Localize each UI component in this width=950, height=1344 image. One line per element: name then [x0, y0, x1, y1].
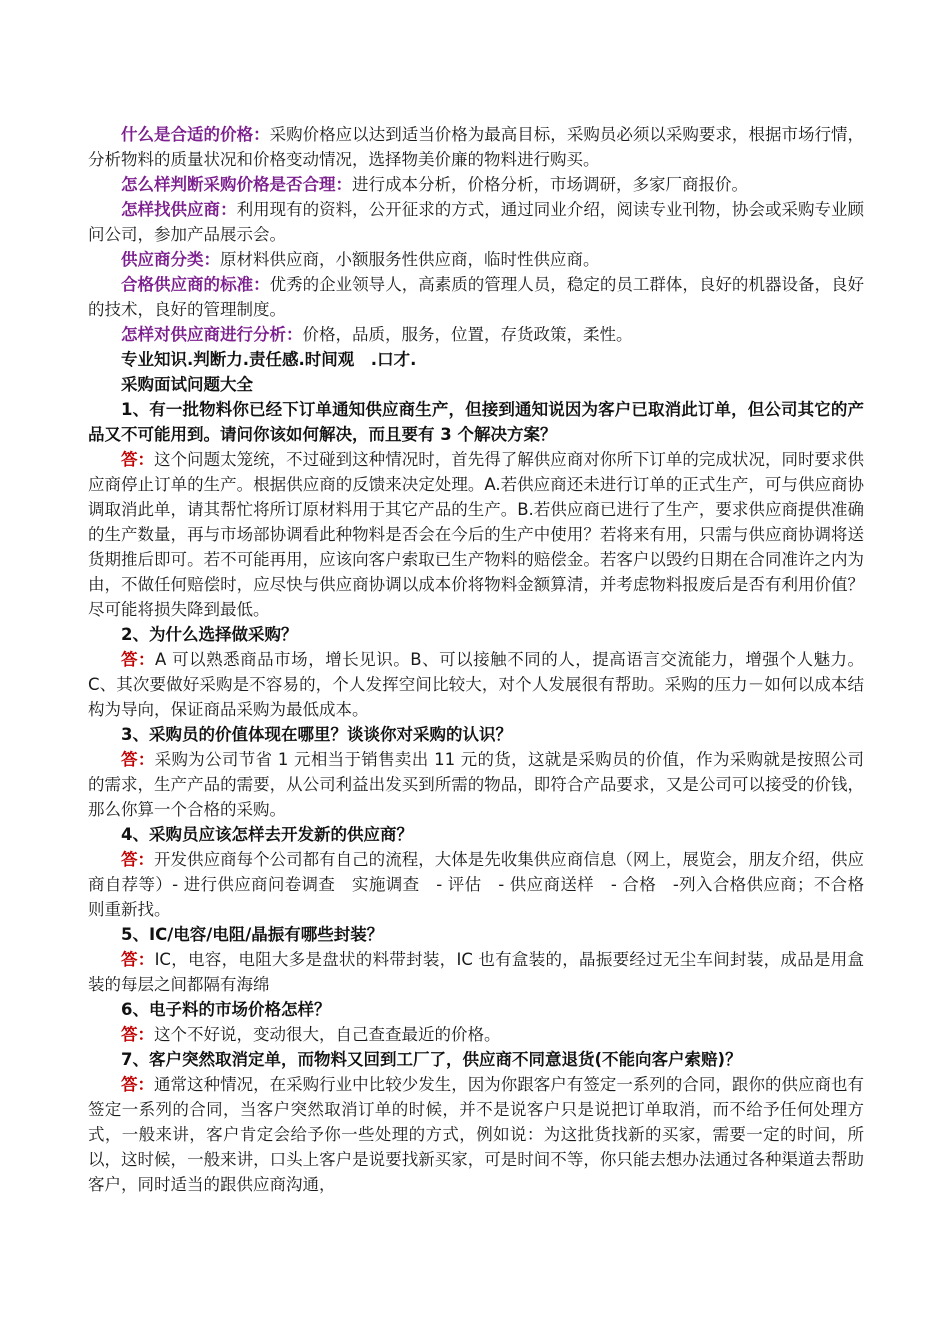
- answer-2: 答：A 可以熟悉商品市场，增长见识。B、可以接触不同的人，提高语言交流能力，增强个人魅力。C、其次要做好采购是不容易的，个人发挥空间比较大，对个人发展很有帮助。采购的压力－如何以成本结构为导向，保证商品采购为最低成本。: [88, 650, 864, 719]
- answer-4: 答：开发供应商每个公司都有自己的流程，大体是先收集供应商信息（网上，展览会，朋友介绍，供应商自荐等）- 进行供应商问卷调查 实施调查 - 评估 - 供应商送样 - 合格 -列入合格供应商；不合格则重新找。: [88, 850, 865, 919]
- definition-supplier-analysis: 怎样对供应商进行分析：价格，品质，服务，位置，存货政策，柔性。: [121, 325, 633, 344]
- question-6: 6、电子料的市场价格怎样？: [121, 1000, 331, 1019]
- question-4: 4、采购员应该怎样去开发新的供应商？: [121, 825, 413, 844]
- document-page: [88, 122, 864, 1197]
- answer-5: 答：IC，电容，电阻大多是盘状的料带封装，IC 也有盒装的，晶振要经过无尘车间封装，成品是用盒装的每层之间都隔有海绵: [88, 950, 864, 994]
- answer-label: 答：: [121, 950, 155, 969]
- question-7: 7、客户突然取消定单，而物料又回到工厂了，供应商不同意退货(不能向客户索赔)？: [121, 1050, 742, 1069]
- term-label: 怎样对供应商进行分析: [121, 325, 286, 344]
- term-label: 怎样找供应商: [121, 200, 221, 219]
- question-1: 1、有一批物料你已经下订单通知供应商生产，但接到通知说因为客户已取消此订单，但公司其它的产品又不可能用到。请问你该如何解决，而且要有 3 个解决方案？: [88, 400, 864, 444]
- definition-text: 进行成本分析，价格分析，市场调研，多家厂商报价。: [352, 175, 748, 194]
- answer-7: 答：通常这种情况，在采购行业中比较少发生，因为你跟客户有签定一系列的合同，跟你的供应商也有签定一系列的合同，当客户突然取消订单的时候，并不是说客户只是说把订单取消，而不给予任何处理方式，一般来讲，客户肯定会给予你一些处理的方式，例如说：为这批货找新的买家，需要一定的时间，所以，这时候，一般来讲，口头上客户是说要找新买家，可是时间不等，你只能去想办法通过各种渠道去帮助客户，同时适当的跟供应商沟通，: [88, 1075, 865, 1194]
- term-label: 什么是合适的价格: [121, 125, 254, 144]
- definition-text: 采购价格应以达到适当价格为最高目标，采购员必须以采购要求，根据市场行情，分析物料的质量状况和价格变动情况，选择物美价廉的物料进行购买。: [88, 125, 865, 169]
- term-label: 供应商分类: [121, 250, 204, 269]
- term-label: 怎么样判断采购价格是否合理: [121, 175, 336, 194]
- definition-text: 原材料供应商，小额服务性供应商，临时性供应商。: [220, 250, 600, 269]
- definition-price-judge: 怎么样判断采购价格是否合理：进行成本分析，价格分析，市场调研，多家厂商报价。: [121, 175, 748, 194]
- skills-line: 专业知识.判断力.责任感.时间观 .口才.: [121, 350, 417, 369]
- definition-text: 价格，品质，服务，位置，存货政策，柔性。: [302, 325, 633, 344]
- definition-price: 什么是合适的价格：采购价格应以达到适当价格为最高目标，采购员必须以采购要求，根据市场行情，分析物料的质量状况和价格变动情况，选择物美价廉的物料进行购买。: [88, 125, 865, 169]
- definition-text: 利用现有的资料，公开征求的方式，通过同业介绍，阅读专业刊物，协会或采购专业顾问公司，参加产品展示会。: [88, 200, 865, 244]
- answer-label: 答：: [121, 450, 155, 469]
- answer-label: 答：: [121, 1075, 155, 1094]
- term-label: 合格供应商的标准: [121, 275, 254, 294]
- question-5: 5、IC/电容/电阻/晶振有哪些封装？: [121, 925, 384, 944]
- section-title: 采购面试问题大全: [121, 375, 253, 394]
- definition-qualified-supplier: 合格供应商的标准：优秀的企业领导人，高素质的管理人员，稳定的员工群体，良好的机器设备，良好的技术，良好的管理制度。: [88, 275, 865, 319]
- question-2: 2、为什么选择做采购？: [121, 625, 298, 644]
- answer-1: 答：这个问题太笼统，不过碰到这种情况时，首先得了解供应商对你所下订单的完成状况，同时要求供应商停止订单的生产。根据供应商的反馈来决定处理。A.若供应商还未进行订单的正式生产，可与供应商协调取消此单，请其帮忙将所订原材料用于其它产品的生产。B.若供应商已进行了生产，要求供应商提供准确的生产数量，再与市场部协调看此种物料是否会在今后的生产中使用？若将来有用，只需与供应商协调将送货期推后即可。若不可能再用，应该向客户索取已生产物料的赔偿金。若客户以毁约日期在合同准许之内为由，不做任何赔偿时，应尽快与供应商协调以成本价将物料金额算清，并考虑物料报废后是否有利用价值？尽可能将损失降到最低。: [88, 450, 865, 619]
- answer-3: 答：采购为公司节省 1 元相当于销售卖出 11 元的货，这就是采购员的价值，作为采购就是按照公司的需求，生产产品的需要，从公司利益出发买到所需的物品，即符合产品要求，又是公司可以接受的价钱，那么你算一个合格的采购。: [88, 750, 864, 819]
- definition-find-supplier: 怎样找供应商：利用现有的资料，公开征求的方式，通过同业介绍，阅读专业刊物，协会或采购专业顾问公司，参加产品展示会。: [88, 200, 865, 244]
- answer-label: 答：: [121, 1025, 154, 1044]
- definition-supplier-types: 供应商分类：原材料供应商，小额服务性供应商，临时性供应商。: [121, 250, 600, 269]
- answer-label: 答：: [121, 750, 155, 769]
- question-3: 3、采购员的价值体现在哪里？谈谈你对采购的认识？: [121, 725, 512, 744]
- answer-6: 答：这个不好说，变动很大，自己查查最近的价格。: [121, 1025, 501, 1044]
- definition-text: 优秀的企业领导人，高素质的管理人员，稳定的员工群体，良好的机器设备，良好的技术，良好的管理制度。: [88, 275, 865, 319]
- answer-label: 答：: [121, 850, 155, 869]
- answer-label: 答：: [121, 650, 156, 669]
